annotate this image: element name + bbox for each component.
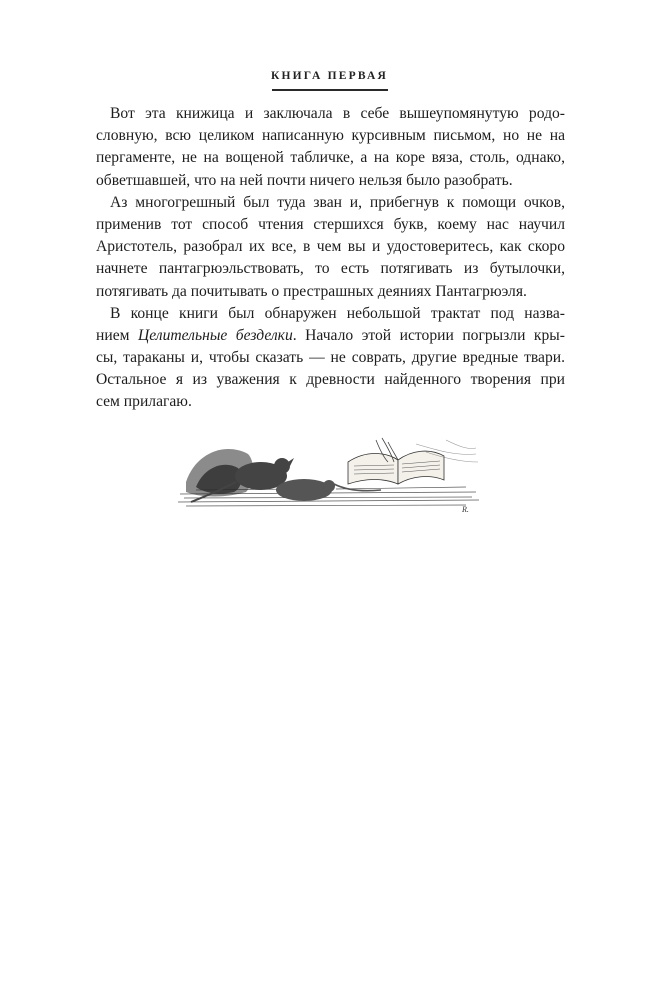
running-head xyxy=(0,64,659,91)
paragraph-2-line: Аристотель, разобрал их все, в чем вы и удостоверитесь, как скоро xyxy=(96,238,565,256)
paragraph-1-line: словную, всю целиком написанную курсивным письмом, но не на xyxy=(96,127,565,145)
line-suffix: . Начало этой истории погрызли кры- xyxy=(292,326,565,344)
paragraph-3-line: сем прилагаю. xyxy=(96,393,192,411)
paragraph-3-line: Остальное я из уважения к древности найденного творения при xyxy=(96,371,565,389)
paragraph-2-line: Аз многогрешный был туда зван и, прибегнув к помощи очков, xyxy=(110,193,565,211)
paragraph-1-line: пергаменте, не на вощеной табличке, а на коре вяза, столь, однако, xyxy=(96,149,565,167)
engraving-signature: R. xyxy=(462,505,469,514)
engraving-rats-gnawing-book-icon xyxy=(176,432,483,516)
paragraph-3-line: сы, тараканы и, чтобы сказать — не соврать, другие вредные твари. xyxy=(96,349,565,367)
line-prefix: нием xyxy=(96,326,138,344)
paragraph-2-line: применив тот способ чтения стершихся букв, коему нас научил xyxy=(96,215,565,233)
book-title-italic: Целительные безделки xyxy=(138,326,293,344)
running-head-rule xyxy=(272,89,388,91)
running-head-title: КНИГА ПЕРВАЯ xyxy=(270,70,389,82)
paragraph-3-line xyxy=(96,325,565,347)
paragraph-1-line: Вот эта книжица и заключала в себе вышеупомянутую родо- xyxy=(110,105,565,122)
paragraph-3-line: В конце книги был обнаружен небольшой трактат под назва- xyxy=(110,304,565,322)
paragraph-2-line: потягивать да почитывать о престрашных деяниях Пантагрюэля. xyxy=(96,282,527,300)
paragraph-2-line: начнете пантагрюэльствовать, то есть потягивать из бутылочки, xyxy=(96,260,565,278)
paragraph-1-line: обветшавшей, что на ней почти ничего нельзя было разобрать. xyxy=(96,171,513,189)
body-text xyxy=(96,103,565,414)
